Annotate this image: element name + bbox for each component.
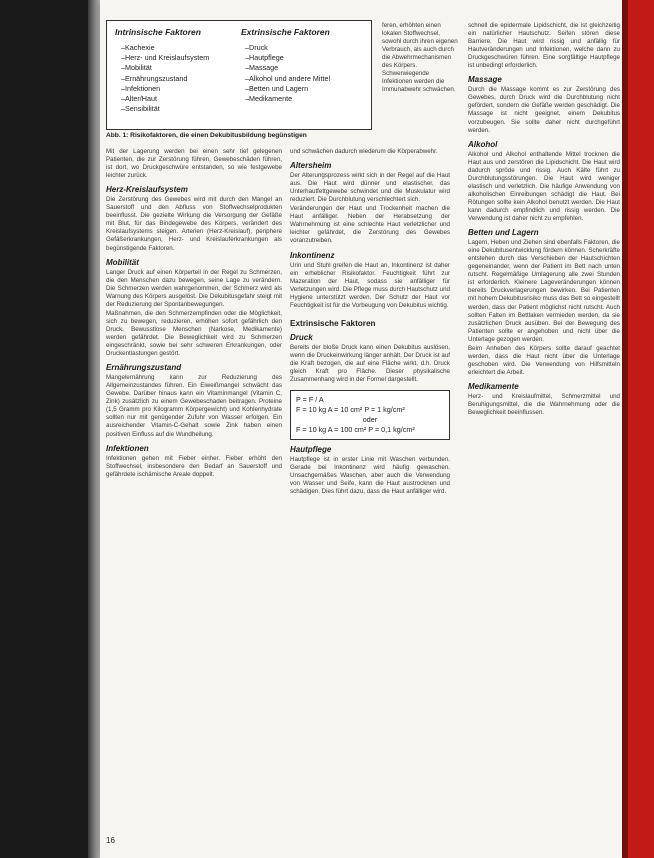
pressure-formula-box — [290, 390, 450, 440]
book-edge-red — [628, 0, 654, 858]
section-heading: Druck — [290, 332, 313, 342]
paragraph: Hautpflege ist in erster Linie mit Waschen verbunden. Gerade bei Inkontinenz wird häufig gewaschen. Unsachgemäßes Waschen, aber auch die Verwendung von Wasser und Seife, kann die Haut austrocknen und schädigen. Dies führt dazu, dass die Haut anfälliger wird. — [290, 456, 450, 496]
factor-item: – Medikamente — [245, 94, 330, 104]
column-3 — [468, 22, 620, 418]
page-number: 16 — [106, 836, 115, 845]
paragraph: Bereits der bloße Druck kann einen Dekubitus auslösen, wenn die Druckeinwirkung länger anhält. Der Druck ist auf die Kraft bezogen, die auf eine Fläche wirkt, d.h. Druck gleich Kraft pro Fläche. Dieser physikalische Zusammenhang wird in der Formel dargestellt. — [290, 343, 450, 384]
factor-item: – Druck — [245, 43, 330, 53]
paragraph: Veränderungen der Haut und Trockenheit machen die Haut anfälliger. Neben der Herabsetzung der Wahrnehmung ist eine schlechte Haut verletzlicher und leichter gefährdet, die Zerstörung des Gewebes voranzutreiben. — [290, 205, 450, 245]
formula-line: oder — [362, 415, 378, 425]
intrinsic-list — [121, 43, 209, 114]
extrinsic-list — [245, 43, 330, 104]
section-heading: Medikamente — [468, 381, 519, 391]
paragraph: Durch die Massage kommt es zur Zerstörung des Gewebes, durch Druck wird die Durchblutung nicht gefördert, sondern die Gefäße werden geschädigt. Die Massage ist nicht geeignet, einem Dekubitus vorzubeugen. Sie sollte daher nicht durchgeführt werden. — [468, 86, 620, 134]
factor-item: – Alter/Haut — [121, 94, 209, 104]
section-heading: Hautpflege — [290, 445, 332, 455]
paragraph: und schwächen dadurch wiederum die Körperabwehr. — [290, 148, 438, 155]
factor-item: – Alkohol und andere Mittel — [245, 74, 330, 84]
major-heading: Extrinsische Faktoren — [290, 318, 376, 328]
section-heading: Betten und Lagern — [468, 228, 539, 238]
column-1 — [106, 148, 282, 480]
paragraph: Der Alterungsprozess wirkt sich in der Regel auf die Haut aus. Die Haut wird dünner und elastischer, das Unterhautfettgewebe schwindet und die Muskulatur wird reduziert. Die Durchblutung verschlechtert sich. — [290, 172, 450, 204]
paragraph: Beim Anheben des Körpers sollte darauf geachtet werden, dass die Haut nicht über die Unterlage geschoben wird. Die Verwendung von Hilfsmitteln erleichtert die Arbeit. — [468, 344, 620, 376]
paragraph: Maßnahmen, die den Schmerzempfinden oder die Möglichkeit, sich zu bewegen, reduzieren, erhöhen sofort gefährlich den Druck. Bewusstlose Menschen (Narkose, Medikamente) werden gefährdet. Die Beweglichkeit wird zu Schmerzen eingeschränkt, sowie bei sehr schweren Erkrankungen, oder Druckentlastungen gestört. — [106, 309, 282, 358]
extrinsic-title: Extrinsische Faktoren — [241, 27, 330, 37]
paragraph: Mit der Lagerung werden bei einen sehr tief gelegenen Patienten, die zur Zerstörung führen, Gewebeschäden führen, ist dort, wo Druckgeschwüre entstanden, so wie festgewebe leichter zurück. — [106, 148, 282, 180]
paragraph: Mangelernährung kann zur Reduzierung des Allgemeinzustandes führen. Ein Eiweißmangel schwächt das Gewebe. Darüber hinaus kann ein Vitaminmangel (Vitamin C, Zink) zusätzlich zu einem Gewebeschaden beitragen. Proteine (1,5 Gramm pro Kilogramm Körpergewicht) und Kohlenhydrate sollten nur mit genügender Zufuhr von Wasser erfolgen. Ein ausreichender Vitamin-C-Gehalt sowie Zink haben einen positiven Einfluss auf die Wundheilung. — [106, 374, 282, 438]
col2-top-text: feren, erhöhten einen lokalen Stoffwechsel, sowohl durch ihren eigenen Verbrauch, als auch durch die Abwehrmechanismen des Körpers. Schwerwiegende Infektionen werden die Immunabwehr schwächen. — [382, 22, 458, 94]
section-heading: Ernährungszustand — [106, 363, 182, 373]
factor-item: – Sensibilität — [121, 104, 209, 114]
paragraph: Lagern, Heben und Ziehen sind ebenfalls Faktoren, die eine Dekubitusentwicklung fördern können. Scherkräfte entstehen durch das Verschieben der Hautschichten gegeneinander, wenn der Patient im Bett nach unten rutscht. Regelmäßige Umlagerung alle zwei Stunden ist erforderlich. Kleinere Lageveränderungen können bereits Druckverlagerungen bewirken. Bei Patienten mit hohem Dekubitusrisiko muss das Bett so eingestellt werden, dass der Patient möglichst nicht rutscht. Auch sollten Falten im Bettlaken vermieden werden, da sie zusätzlichen Druck ausüben. Bei der Bewegung des Patienten sollte er angehoben und nicht über die Unterlage gezogen werden. — [468, 239, 620, 343]
section-heading: Infektionen — [106, 443, 149, 453]
factor-item: – Infektionen — [121, 84, 209, 94]
formula-line: F = 10 kg A = 10 cm² P = 1 kg/cm² — [296, 405, 405, 415]
factor-item: – Betten und Lagern — [245, 84, 330, 94]
factor-item: – Mobilität — [121, 63, 209, 73]
intrinsic-title: Intrinsische Faktoren — [115, 27, 201, 37]
figure-caption: Abb. 1: Risikofaktoren, die einen Dekubitusbildung begünstigen — [106, 132, 307, 139]
paragraph: Die Zerstörung des Gewebes wird mit durch den Mangel an Sauerstoff und den Abfluss von Stoffwechselprodukten beeinflusst. Die gezielte Wirkung die Versorgung der Gefäße mit Blut, für das Bindegewebe des Körpers, verändert des Kreislaufsystems steigen. Arterien (Herz-Kreislauf), periphere Gefäßerkrankungen, Herz- und Kreislauferkrankungen als begünstigende Faktoren. — [106, 196, 282, 252]
paragraph: Herz- und Kreislaufmittel, Schmerzmittel und Beruhigungsmittel, die die Wahrnehmung oder die Beweglichkeit beeinflussen. — [468, 392, 620, 417]
formula-line: F = 10 kg A = 100 cm² P = 0,1 kg/cm² — [296, 425, 415, 435]
document-page — [100, 0, 622, 858]
factor-item: – Ernährungszustand — [121, 74, 209, 84]
paragraph: Urin und Stuhl greifen die Haut an, Inkontinenz ist daher ein erheblicher Risikofaktor. Feuchtigkeit führt zur Mazeration der Haut, sodass sie anfälliger für Verletzungen wird. Die Pflege muss durch Hautschutz und Hygiene unterstützt werden. Der Schutz der Haut vor Feuchtigkeit ist für die Vorbeugung von Dekubitus wichtig. — [290, 261, 450, 309]
factor-item: – Herz- und Kreislaufsystem — [121, 53, 209, 63]
factor-item: – Massage — [245, 63, 330, 73]
section-heading: Massage — [468, 75, 502, 85]
section-heading: Altersheim — [290, 161, 332, 171]
section-heading: Mobilität — [106, 257, 139, 267]
section-heading: Inkontinenz — [290, 250, 335, 260]
paragraph: Alkohol und Alkohol enthaltende Mittel trocknen die Haut aus und zerstören die Lipidschicht. Die Haut wird dadurch spröde und rissig. Auch Kälte führt zu Durchblutungsstörungen. Die Haut wird weniger elastisch und verletzlich. Die häufige Anwendung von alkoholischen Einreibungen schädigt die Haut. Bei Rötungen sollte kein Alkohol benutzt werden. Die Haut kann dadurch empfindlich und rissig werden. Die Verwendung ist daher nicht zu empfehlen. — [468, 150, 620, 223]
factor-item: – Hautpflege — [245, 53, 330, 63]
paragraph: Infektionen gehen mit Fieber einher. Fieber erhöht den Stoffwechsel, insbesondere den Bedarf an Sauerstoff und gefährdete ischämische Areale doppelt. — [106, 454, 282, 478]
paragraph: schnell die epidermale Lipidschicht, die ist gleichzeitig ein natürlicher Hautschutz. Seifen stören diese Barriere. Die Haut wird rissig und anfällig für Hautveränderungen und Infektionen, welche dann zu Druckgeschwüren führen. Eine sorgfältige Hautpflege ist unbedingt erforderlich. — [468, 22, 620, 70]
section-heading: Herz-Kreislaufsystem — [106, 185, 188, 195]
formula-line: P = F / A — [296, 395, 324, 405]
column-2 — [290, 148, 450, 497]
risk-factor-figure — [106, 20, 372, 130]
paragraph: Langer Druck auf einen Körperteil in der Regel zu Schmerzen, die den Menschen dazu bewegen, seine Lage zu verändern. Die Schmerzen werden wahrgenommen, der Schmerz wird als Warnung des Körpers ausgelöst. Die Dekubitusgefahr steigt mit der Reduzierung der Spontanbewegungen. — [106, 268, 282, 308]
factor-item: – Kachexie — [121, 43, 209, 53]
section-heading: Alkohol — [468, 139, 498, 149]
scan-shadow-left — [0, 0, 88, 858]
